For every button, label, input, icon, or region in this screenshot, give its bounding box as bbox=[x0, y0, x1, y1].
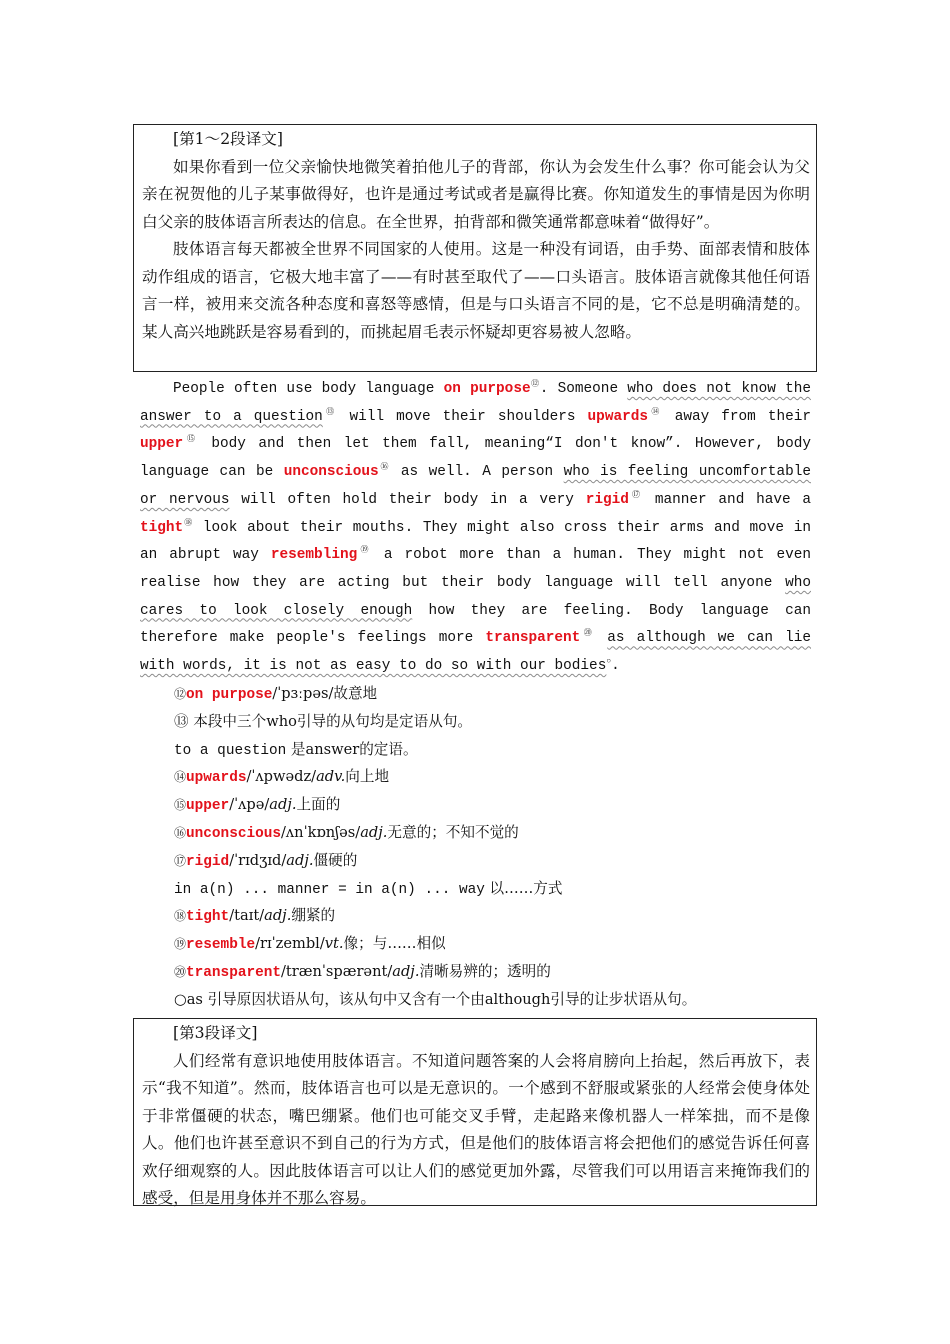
note-marker: ○ bbox=[606, 657, 612, 667]
note-marker: ⑫ bbox=[530, 380, 540, 390]
translation-heading: [第1～2段译文] bbox=[173, 130, 283, 148]
note-definition: 绷紧的 bbox=[291, 907, 336, 925]
note-marker: ⑮ bbox=[183, 435, 199, 445]
note-marker: ⑯ bbox=[378, 463, 391, 473]
passage-text: away from their bbox=[662, 408, 812, 425]
note-word: transparent bbox=[186, 964, 282, 981]
passage-text: will often hold their body in a very bbox=[229, 491, 586, 508]
note-pos: adj. bbox=[286, 851, 314, 869]
note-number: ⑯ bbox=[174, 825, 187, 840]
note-item bbox=[174, 930, 814, 958]
note-marker: ⑭ bbox=[648, 407, 663, 417]
note-number: ⑫ bbox=[174, 687, 187, 701]
passage-text: a robot more than a human. They might not even realise how they are acting but their body language will tell anyone bbox=[140, 547, 812, 591]
keyword: resembling bbox=[270, 547, 358, 564]
note-definition: 无意的；不知不觉的 bbox=[387, 823, 519, 841]
wavy-underlined-clause: who is feeling uncomfortable or nervous bbox=[140, 464, 811, 508]
note-item: ○as 引导原因状语从句，该从句中又含有一个由although引导的让步状语从句。 bbox=[174, 990, 697, 1008]
keyword: unconscious bbox=[283, 464, 379, 481]
keyword: upper bbox=[140, 436, 184, 453]
wavy-underlined-clause: who does not know the answer to a question bbox=[140, 381, 811, 425]
note-definition: 向上地 bbox=[345, 768, 390, 786]
note-word: resemble bbox=[186, 937, 256, 954]
note-word: upwards bbox=[186, 770, 247, 787]
passage-text: People often use body language bbox=[173, 381, 444, 397]
note-pos: adj. bbox=[264, 907, 292, 925]
note-pos: adj. bbox=[360, 823, 388, 841]
note-word: on purpose bbox=[186, 687, 273, 703]
note-definition: 僵硬的 bbox=[313, 851, 358, 869]
note-number: ⑮ bbox=[174, 798, 187, 813]
english-passage bbox=[140, 376, 811, 681]
note-word: upper bbox=[186, 798, 230, 815]
note-number: ⑭ bbox=[174, 770, 187, 785]
note-definition: 以……方式 bbox=[484, 879, 563, 897]
keyword: on purpose bbox=[443, 381, 531, 397]
note-phrase: in a(n) ... manner = in a(n) ... way bbox=[174, 881, 485, 898]
note-item bbox=[174, 875, 814, 903]
note-phonetic: /ˈʌpwədz/ bbox=[246, 768, 317, 786]
note-item bbox=[174, 680, 814, 708]
note-item bbox=[174, 902, 814, 930]
passage-text: . Someone bbox=[539, 381, 628, 397]
translation-paragraph: 人们经常有意识地使用肢体语言。不知道问题答案的人会将肩膀向上抬起，然后再放下，表示“我不知道”。然而，肢体语言也可以是无意识的。一个感到不舒服或紧张的人经常会使身体处于非常僵硬的状态，嘴巴绷紧。他们也可能交叉手臂，走起路来像机器人一样笨拙，而不是像人。他们也许甚至意识不到自己的行为方式，但是他们的肢体语言将会把他们的感觉告诉任何喜欢仔细观察的人。因此肢体语言可以让人们的感觉更加外露，尽管我们可以用语言来掩饰我们的感受，但是用身体并不那么容易。 bbox=[142, 1051, 810, 1207]
note-phonetic: /taɪt/ bbox=[229, 907, 265, 925]
translation-box-para-1-2 bbox=[133, 124, 817, 372]
passage-text bbox=[595, 630, 607, 646]
keyword: rigid bbox=[585, 491, 629, 508]
keyword: upwards bbox=[587, 408, 648, 425]
note-definition: 清晰易辨的；透明的 bbox=[419, 962, 551, 980]
translation-paragraph: 肢体语言每天都被全世界不同国家的人使用。这是一种没有词语，由手势、面部表情和肢体动作组成的语言，它极大地丰富了——有时甚至取代了——口头语言。肢体语言就像其他任何语言一样，被用来交流各种态度和喜怒等感情，但是与口头语言不同的是，它不总是明确清楚的。某人高兴地跳跃是容易看到的，而挑起眉毛表示怀疑却更容易被人忽略。 bbox=[142, 240, 810, 341]
passage-text: manner and have a bbox=[643, 491, 812, 508]
keyword: transparent bbox=[485, 630, 581, 647]
note-phonetic: /rɪˈzembl/ bbox=[255, 935, 325, 953]
note-definition: 像；与……相似 bbox=[343, 935, 446, 953]
note-pos: adj. bbox=[392, 962, 420, 980]
keyword: tight bbox=[140, 519, 184, 536]
note-item bbox=[174, 958, 814, 986]
note-number: ⑳ bbox=[174, 964, 187, 979]
note-definition: 是answer的定语。 bbox=[286, 740, 418, 758]
note-number: ⑱ bbox=[174, 909, 187, 924]
note-item bbox=[174, 763, 814, 791]
note-item bbox=[174, 736, 814, 764]
note-phonetic: /ˈrɪdʒɪd/ bbox=[229, 851, 287, 869]
note-phrase: to a question bbox=[174, 742, 287, 759]
passage-text: look about their mouths. They might also cross their arms and move in an abrupt way bbox=[140, 519, 811, 564]
note-marker: ⑲ bbox=[357, 546, 372, 556]
note-phonetic: /ʌnˈkɒnʃəs/ bbox=[281, 823, 361, 841]
note-marker: ⑬ bbox=[322, 407, 338, 417]
note-item bbox=[174, 847, 814, 875]
passage-text: body and then let them fall, meaning“I don't know”. However, body language can be bbox=[140, 436, 811, 481]
note-pos: adv. bbox=[316, 768, 346, 786]
note-definition: 上面的 bbox=[296, 796, 341, 814]
vocabulary-notes bbox=[174, 680, 814, 1014]
note-marker: ⑰ bbox=[628, 491, 644, 501]
note-word: rigid bbox=[186, 853, 230, 870]
note-item bbox=[174, 791, 814, 819]
note-number: ⑰ bbox=[174, 853, 187, 868]
note-phonetic: /trænˈspærənt/ bbox=[281, 962, 393, 980]
note-pos: adj. bbox=[269, 796, 297, 814]
note-word: tight bbox=[186, 909, 230, 926]
passage-text: will move their shoulders bbox=[337, 408, 588, 425]
note-word: unconscious bbox=[186, 825, 282, 842]
wavy-underlined-clause: who cares to look closely enough bbox=[140, 574, 811, 619]
translation-heading: [第3段译文] bbox=[173, 1024, 258, 1042]
translation-paragraph: 如果你看到一位父亲愉快地微笑着拍他儿子的背部，你认为会发生什么事？你可能会认为父亲在祝贺他的儿子某事做得好，也许是通过考试或者是赢得比赛。你知道发生的事情是因为你明白父亲的肢体语言所表达的信息。在全世界，拍背部和微笑通常都意味着“做得好”。 bbox=[142, 157, 810, 231]
note-definition: /ˈpɜːpəs/故意地 bbox=[272, 685, 378, 702]
note-item: ⑬ 本段中三个who引导的从句均是定语从句。 bbox=[174, 712, 473, 730]
passage-text: how they are feeling. Body language can therefore make people's feelings more bbox=[140, 602, 811, 647]
note-phonetic: /ˈʌpə/ bbox=[229, 796, 270, 814]
passage-text: as well. A person bbox=[390, 464, 564, 481]
translation-box-para-3 bbox=[133, 1018, 817, 1206]
note-pos: vt. bbox=[324, 935, 344, 953]
note-marker: ⑳ bbox=[580, 629, 596, 639]
note-marker: ⑱ bbox=[183, 518, 194, 528]
wavy-underlined-clause: as although we can lie with words, it is not as easy to do so with our bodies bbox=[140, 630, 811, 675]
passage-text: . bbox=[611, 658, 620, 675]
note-number: ⑲ bbox=[174, 937, 187, 952]
note-item bbox=[174, 819, 814, 847]
